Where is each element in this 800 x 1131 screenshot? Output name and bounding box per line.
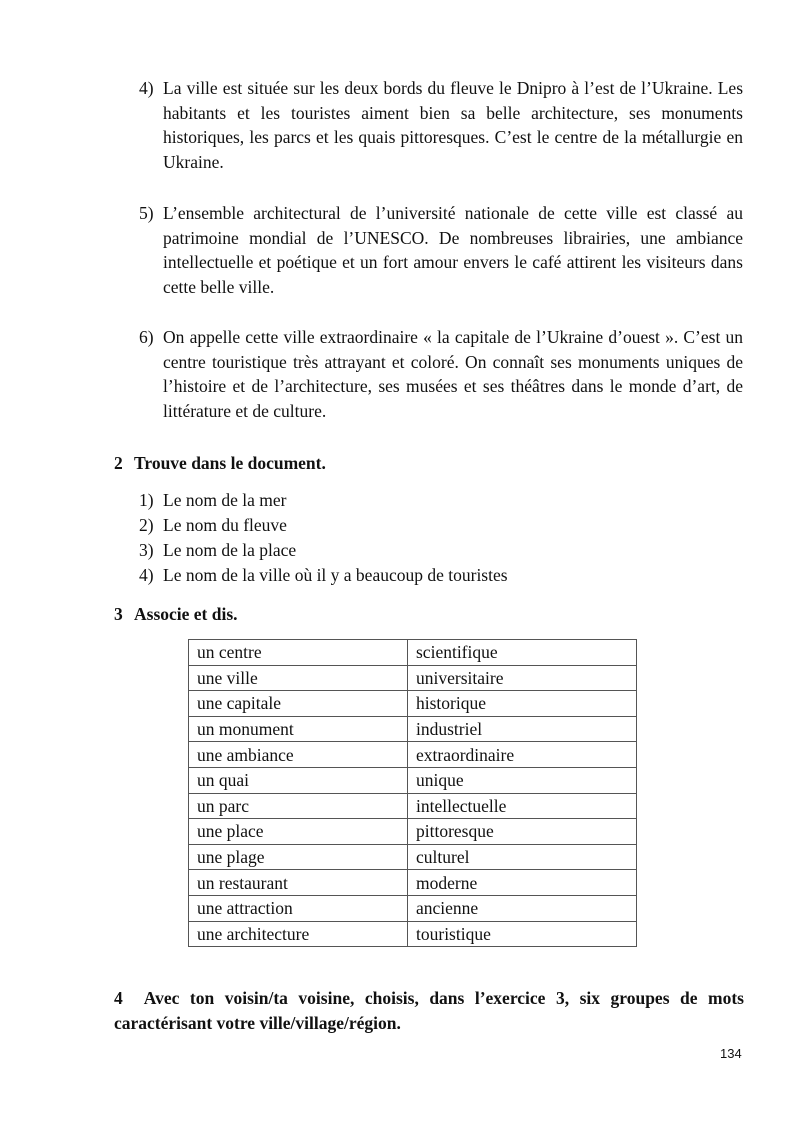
exercise-number: 3 <box>114 604 123 624</box>
exercise-title: Trouve dans le document. <box>134 453 326 473</box>
table-cell-noun: un monument <box>189 716 408 742</box>
table-cell-adjective: intellectuelle <box>408 793 637 819</box>
table-cell-adjective: historique <box>408 691 637 717</box>
table-row <box>189 819 637 845</box>
table-row <box>189 870 637 896</box>
table-row <box>189 691 637 717</box>
table-row <box>189 716 637 742</box>
table-cell-noun: une architecture <box>189 921 408 947</box>
table-cell-adjective: moderne <box>408 870 637 896</box>
table-row <box>189 665 637 691</box>
paragraph-number: 4) <box>139 78 154 98</box>
exercise-text: Avec ton voisin/ta voisine, choisis, dans l’exercice 3, six groupes de mots caractérisant votre ville/village/région. <box>114 988 744 1033</box>
table-row <box>189 640 637 666</box>
table-cell-adjective: culturel <box>408 844 637 870</box>
table-cell-noun: un restaurant <box>189 870 408 896</box>
paragraph-number: 6) <box>139 327 154 347</box>
table-cell-adjective: ancienne <box>408 895 637 921</box>
paragraph-text: L’ensemble architectural de l’université nationale de cette ville est classé au patrimoine mondial de l’UNESCO. De nombreuses librairies, une ambiance intellectuelle et poétique et un fort amour envers le café attirent les visiteurs dans cette belle ville. <box>163 203 743 297</box>
list-item-number: 1) <box>139 490 154 510</box>
exercise-title: Associe et dis. <box>134 604 238 624</box>
list-item <box>139 563 508 588</box>
list-item-text: Le nom du fleuve <box>163 515 287 535</box>
exercise-2-list <box>139 488 508 588</box>
table-cell-noun: un quai <box>189 767 408 793</box>
table-row <box>189 742 637 768</box>
exercise-3-heading <box>114 602 238 626</box>
list-item-number: 4) <box>139 565 154 585</box>
table-cell-noun: un centre <box>189 640 408 666</box>
list-item-text: Le nom de la mer <box>163 490 287 510</box>
table-cell-adjective: industriel <box>408 716 637 742</box>
paragraph-5 <box>139 201 743 299</box>
table-cell-adjective: universitaire <box>408 665 637 691</box>
table-cell-noun: une place <box>189 819 408 845</box>
table-cell-noun: une capitale <box>189 691 408 717</box>
exercise-number: 4 <box>114 988 123 1008</box>
table-cell-adjective: unique <box>408 767 637 793</box>
list-item-text: Le nom de la place <box>163 540 297 560</box>
table-row <box>189 767 637 793</box>
list-item-number: 3) <box>139 540 154 560</box>
paragraph-4 <box>139 76 743 174</box>
table-row <box>189 844 637 870</box>
table-row <box>189 793 637 819</box>
association-table <box>188 639 637 947</box>
paragraph-number: 5) <box>139 203 154 223</box>
table-cell-adjective: pittoresque <box>408 819 637 845</box>
table-cell-noun: un parc <box>189 793 408 819</box>
paragraph-text: On appelle cette ville extraordinaire « la capitale de l’Ukraine d’ouest ». C’est un centre touristique très attrayant et coloré. On connaît ses monuments uniques de l’histoire et de l’architecture, ses musées et ses théâtres dans le monde d’art, de littérature et de culture. <box>163 327 743 421</box>
exercise-2-heading <box>114 451 326 475</box>
paragraph-text: La ville est située sur les deux bords du fleuve le Dnipro à l’est de l’Ukraine. Les habitants et les touristes aiment bien sa belle architecture, ses monuments historiques, les parcs et les quais pittoresques. C’est le centre de la métallurgie en Ukraine. <box>163 78 743 172</box>
table-cell-adjective: touristique <box>408 921 637 947</box>
table-row <box>189 895 637 921</box>
table-cell-noun: une ambiance <box>189 742 408 768</box>
table-cell-adjective: extraordinaire <box>408 742 637 768</box>
list-item-number: 2) <box>139 515 154 535</box>
table-cell-noun: une attraction <box>189 895 408 921</box>
list-item <box>139 513 508 538</box>
exercise-4-instruction <box>114 986 744 1036</box>
list-item <box>139 488 508 513</box>
paragraph-6 <box>139 325 743 423</box>
table-cell-adjective: scientifique <box>408 640 637 666</box>
list-item <box>139 538 508 563</box>
page-number: 134 <box>720 1046 742 1061</box>
table-cell-noun: une ville <box>189 665 408 691</box>
list-item-text: Le nom de la ville où il y a beaucoup de touristes <box>163 565 508 585</box>
exercise-number: 2 <box>114 453 123 473</box>
table-cell-noun: une plage <box>189 844 408 870</box>
table-row <box>189 921 637 947</box>
